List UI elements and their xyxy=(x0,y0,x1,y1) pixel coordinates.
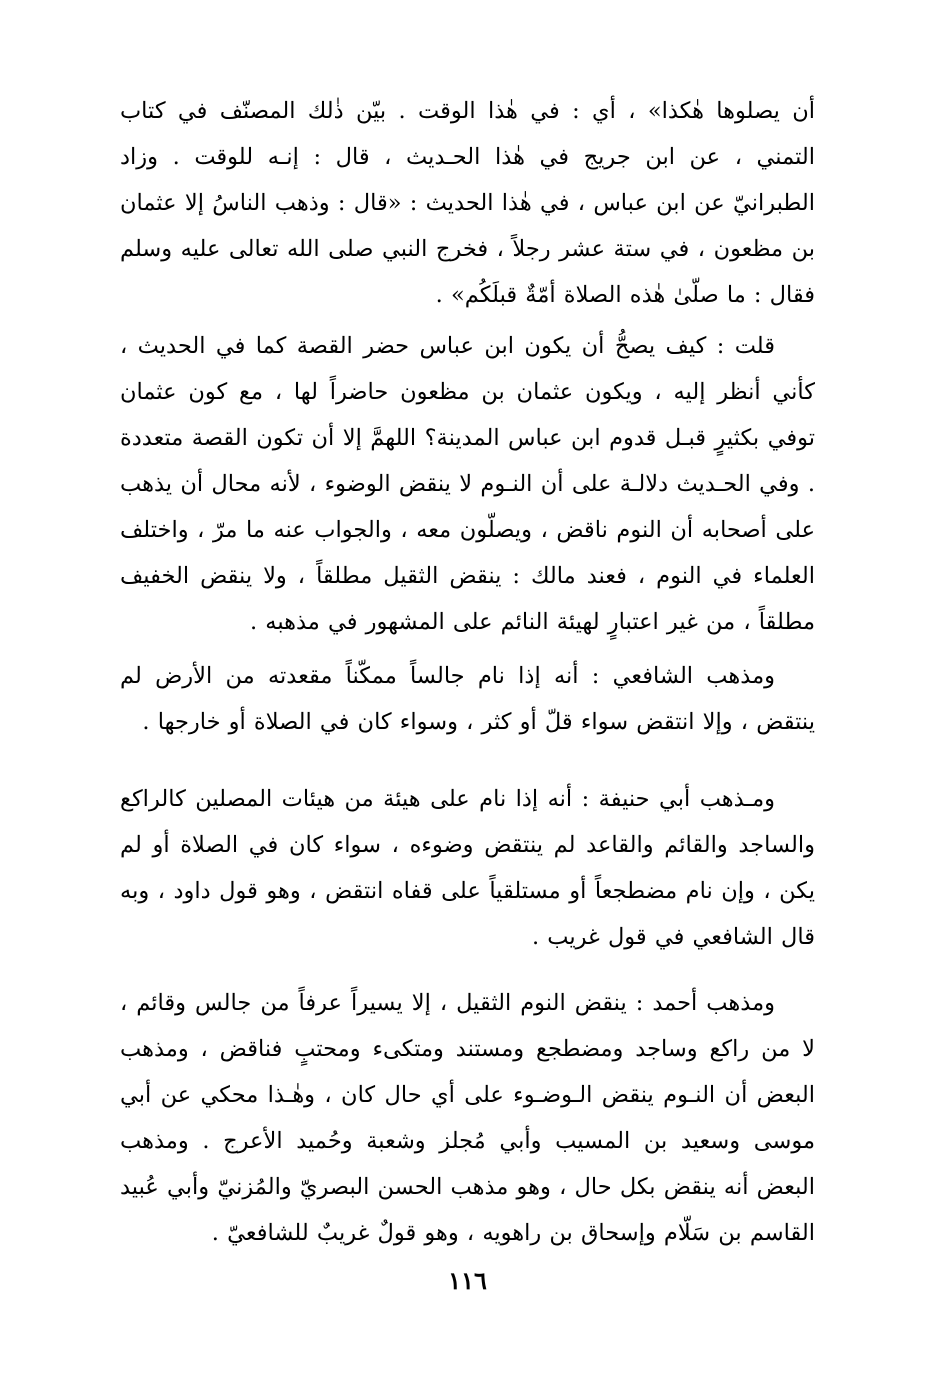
paragraph-hadith-continuation: أن يصلوها هٰكذا» ، أي : في هٰذا الوقت . بيّن ذٰلك المصنّف في كتاب التمني ، عن ابن جريج في هٰذا الحـديث ، قال : إنـه للوقت . وزاد الطبرانيّ عن ابن عباس ، في هٰذا الحديث : «قال : وذهب الناسُ إلا عثمان بن مظعون ، في ستة عشر رجلاً ، فخرج النبي صلى الله تعالى عليه وسلم فقال : ما صلّىٰ هٰذه الصلاة أمّةٌ قبلَكُم» . xyxy=(120,98,815,308)
page-number: ١١٦ xyxy=(448,1266,487,1295)
paragraph-shafii-view: ومذهب الشافعي : أنه إذا نام جالساً ممكّناً مقعدته من الأرض لم ينتقض ، وإلا انتقض سواء قلّ أو كثر ، وسواء كان في الصلاة أو خارجها . xyxy=(120,663,815,735)
paragraph-ahmad-view: ومذهب أحمد : ينقض النوم الثقيل ، إلا يسيراً عرفاً من جالس وقائم ، لا من راكع وساجد ومضطجع ومستند ومتكىء ومحتبٍ فناقض ، ومذهب البعض أن النـوم ينقض الـوضـوء على أي حال كان ، وهٰـذا محكي عن أبي موسى وسعيد بن المسيب وأبي مُجلز وشعبة وحُميد الأعرج . ومذهب البعض أنه ينقض بكل حال ، وهو مذهب الحسن البصريّ والمُزنيّ وأبي عُبيد القاسم بن سَلّام وإسحاق بن راهويه ، وهو قولٌ غريبٌ للشافعيّ . xyxy=(120,990,815,1246)
paragraph-question-ibn-abbas: قلت : كيف يصحُّ أن يكون ابن عباس حضر القصة كما في الحديث ، كأني أنظر إليه ، ويكون عثمان بن مظعون حاضراً لها ، مع كون عثمان توفي بكثيرٍ قبـل قدوم ابن عباس المدينة؟ اللهمَّ إلا أن تكون القصة متعددة . وفي الحـديث دلالـة على أن النـوم لا ينقض الوضوء ، لأنه محال أن يذهب على أصحابه أن النوم ناقض ، ويصلّون معه ، والجواب عنه ما مرّ ، واختلف العلماء في النوم ، فعند مالك : ينقض الثقيل مطلقاً ، ولا ينقض الخفيف مطلقاً ، من غير اعتبارٍ لهيئة النائم على المشهور في مذهبه . xyxy=(120,333,815,635)
paragraph-abu-hanifa-view: ومـذهب أبي حنيفة : أنه إذا نام على هيئة من هيئات المصلين كالراكع والساجد والقائم والقاعد لم ينتقض وضوءه ، سواء كان في الصلاة أو لم يكن ، وإن نام مضطجعاً أو مستلقياً على قفاه انتقض ، وهو قول داود ، وبه قال الشافعي في قول غريب . xyxy=(120,786,815,950)
